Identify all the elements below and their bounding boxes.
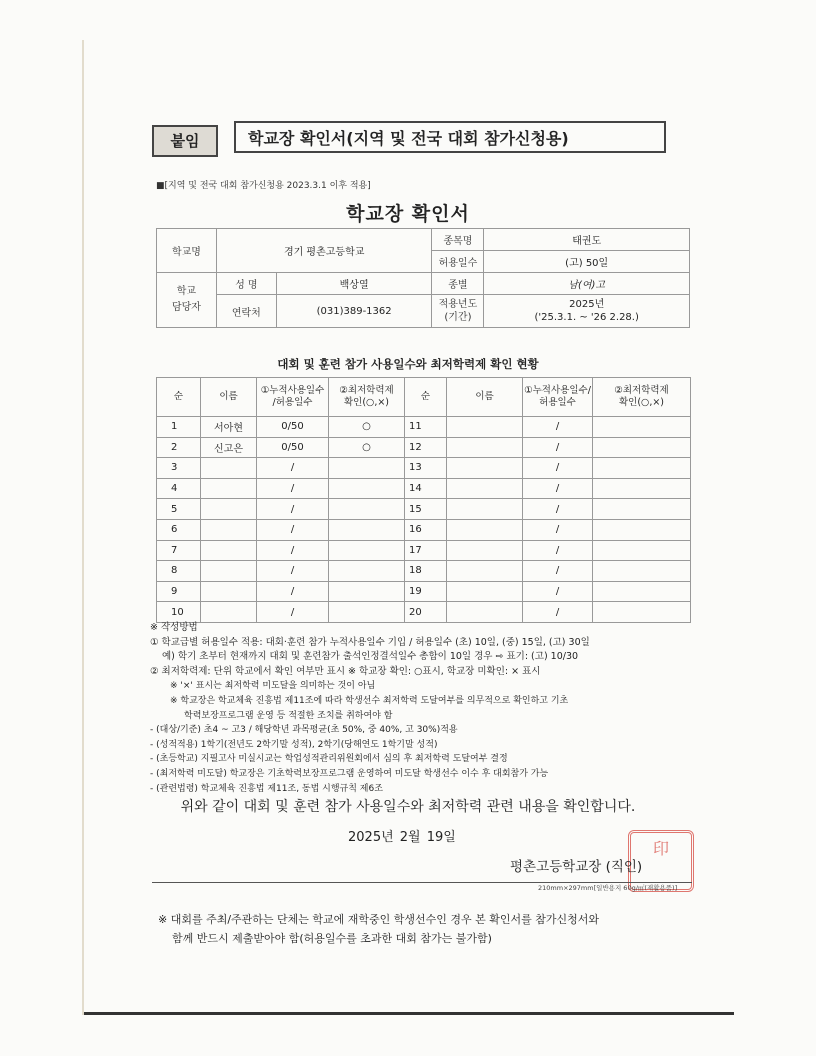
table-row (157, 602, 691, 623)
table-row (157, 561, 691, 582)
row-min-check (329, 519, 405, 540)
row-number: 2 (157, 437, 201, 458)
row-min-check-right (593, 540, 691, 561)
school-label: 학교명 (157, 229, 217, 273)
row-name-right (447, 581, 523, 602)
row-number: 4 (157, 478, 201, 499)
col-name: 이름 (201, 378, 257, 417)
row-number-right: 18 (405, 561, 447, 582)
row-name (201, 581, 257, 602)
method-line: 예) 학기 초부터 현재까지 대회 및 훈련참가 출석인정결석일수 총합이 10일 경우 ⇨ 표기: (고) 10/30 (162, 651, 579, 663)
year-period-value (484, 295, 690, 328)
row-min-check (329, 561, 405, 582)
row-min-check-right (593, 581, 691, 602)
row-number: 5 (157, 499, 201, 520)
footnote-line: 함께 반드시 제출받아야 함(허용일수를 초과한 대회 참가는 불가함) (172, 932, 492, 945)
row-days: 0/50 (257, 437, 329, 458)
col-cumulative-right-line2: 허용일수 (539, 397, 576, 408)
row-name (201, 602, 257, 623)
row-number-right: 19 (405, 581, 447, 602)
row-number-right: 20 (405, 602, 447, 623)
status-rows (157, 417, 691, 623)
row-number: 8 (157, 561, 201, 582)
col-cumulative-line1: ①누적사용일수 (260, 385, 325, 396)
seal-glyph: 印 (652, 839, 669, 858)
row-min-check-right (593, 437, 691, 458)
year-label: 적용년도 (438, 299, 478, 310)
col-cumulative-right (523, 378, 593, 417)
row-number: 10 (157, 602, 201, 623)
school-name: 경기 평촌고등학교 (216, 229, 432, 273)
header-title: 학교장 확인서(지역 및 전국 대회 참가신청용) (234, 121, 666, 153)
manager-name: 백상열 (276, 273, 432, 295)
paper-bottom-edge (84, 1012, 734, 1015)
row-name-right (447, 602, 523, 623)
row-days-right: / (523, 581, 593, 602)
method-line: - (초등학교) 지필고사 미실시교는 학업성적관리위원회에서 심의 후 최저학력 도달여부 결정 (150, 754, 508, 765)
row-name (201, 561, 257, 582)
table-row (157, 581, 691, 602)
days-label: 허용일수 (432, 251, 484, 273)
row-min-check-right (593, 561, 691, 582)
row-days: / (257, 561, 329, 582)
row-days: / (257, 519, 329, 540)
method-line: 학력보장프로그램 운영 등 적절한 조치를 취하여야 함 (184, 710, 393, 721)
row-name-right (447, 519, 523, 540)
row-min-check-right (593, 458, 691, 479)
table-row (157, 540, 691, 561)
row-days-right: / (523, 602, 593, 623)
col-cumulative (257, 378, 329, 417)
col-cumulative-right-line1: ①누적사용일수/ (524, 385, 591, 396)
row-days: / (257, 540, 329, 561)
row-min-check (329, 540, 405, 561)
row-days: / (257, 499, 329, 520)
days-value: (고) 50일 (484, 251, 690, 273)
row-number-right: 15 (405, 499, 447, 520)
row-min-check: ○ (329, 417, 405, 438)
attachment-badge: 붙임 (152, 125, 218, 157)
row-name-right (447, 540, 523, 561)
period-value: ('25.3.1. ~ '26 2.28.) (534, 312, 639, 323)
row-min-check (329, 499, 405, 520)
manager-label: 학교 담당자 (157, 273, 217, 328)
row-min-check-right (593, 499, 691, 520)
method-line: - (최저학력 미도달) 학교장은 기초학력보장프로그램 운영하여 미도달 학생선수 이수 후 대회참가 가능 (150, 768, 549, 779)
col-no-right: 순 (405, 378, 447, 417)
col-no: 순 (157, 378, 201, 417)
method-heading: ※ 작성방법 (150, 622, 198, 633)
row-min-check (329, 458, 405, 479)
row-name: 서아현 (201, 417, 257, 438)
col-min-check-right (593, 378, 691, 417)
issue-date: 2025년 2월 19일 (348, 830, 456, 845)
contact-value: (031)389-1362 (276, 295, 432, 328)
method-line: ※ '×' 표시는 최저학력 미도달을 의미하는 것이 아님 (170, 681, 376, 692)
row-name (201, 458, 257, 479)
col-min-line1: ②최저학력제 (339, 385, 394, 396)
row-min-check-right (593, 478, 691, 499)
row-name-right (447, 499, 523, 520)
row-name-right (447, 478, 523, 499)
row-days-right: / (523, 437, 593, 458)
method-line: - (관련법령) 학교체육 진흥법 제11조, 동법 시행규칙 제6조 (150, 783, 383, 794)
table-row (157, 478, 691, 499)
row-number-right: 14 (405, 478, 447, 499)
row-days-right: / (523, 499, 593, 520)
row-days: / (257, 458, 329, 479)
table-row (157, 458, 691, 479)
row-name: 신고은 (201, 437, 257, 458)
row-days-right: / (523, 519, 593, 540)
table-row (157, 437, 691, 458)
footnote (158, 910, 718, 948)
col-min-right-line2: 확인(○,×) (618, 397, 665, 408)
row-days: / (257, 581, 329, 602)
footnote-line: ※ 대회를 주최/주관하는 단체는 학교에 재학중인 학생선수인 경우 본 확인서를 참가신청서와 (158, 913, 600, 926)
col-cumulative-line2: /허용일수 (272, 397, 313, 408)
row-min-check: ○ (329, 437, 405, 458)
name-label: 성 명 (216, 273, 276, 295)
row-min-check-right (593, 519, 691, 540)
row-days: 0/50 (257, 417, 329, 438)
gender-value: 남(여)고 (484, 273, 690, 295)
row-days-right: / (523, 417, 593, 438)
status-table (156, 377, 691, 623)
col-min-right-line1: ②최저학력제 (614, 385, 669, 396)
row-days: / (257, 478, 329, 499)
method-line: ※ 학교장은 학교체육 진흥법 제11조에 따라 학생선수 최저학력 도달여부를 의무적으로 확인하고 기초 (170, 695, 569, 706)
gender-label: 종별 (432, 273, 484, 295)
row-number: 9 (157, 581, 201, 602)
row-min-check-right (593, 602, 691, 623)
row-number-right: 17 (405, 540, 447, 561)
method-line: ② 최저학력제: 단위 학교에서 확인 여부만 표시 ※ 학교장 확인: ○표시, 학교장 미확인: × 표시 (150, 665, 541, 677)
info-table (156, 228, 690, 328)
paper-spec: 210mm×297mm[일반용지 60g/㎡(재활용품)] (538, 884, 678, 892)
method-line: - (성적적용) 1학기(전년도 2학기말 성적), 2학기(당해연도 1학기말 성적) (150, 739, 438, 750)
col-name-right: 이름 (447, 378, 523, 417)
method-line: - (대상/기준) 초4 ~ 고3 / 해당학년 과목평균(초 50%, 중 40%, 고 30%)적용 (150, 725, 458, 736)
row-number: 3 (157, 458, 201, 479)
row-number-right: 13 (405, 458, 447, 479)
year-value: 2025년 (569, 299, 605, 310)
row-name (201, 540, 257, 561)
row-days-right: / (523, 561, 593, 582)
row-number-right: 11 (405, 417, 447, 438)
row-number: 1 (157, 417, 201, 438)
method-line: ① 학교급별 허용일수 적용: 대회·훈련 참가 누적사용일수 기입 / 허용일수 (초) 10일, (중) 15일, (고) 30일 (150, 636, 590, 648)
row-min-check-right (593, 417, 691, 438)
row-name-right (447, 458, 523, 479)
row-name-right (447, 437, 523, 458)
row-days: / (257, 602, 329, 623)
row-min-check (329, 602, 405, 623)
row-days-right: / (523, 458, 593, 479)
status-title: 대회 및 훈련 참가 사용일수와 최저학력제 확인 현황 (277, 357, 539, 371)
row-name (201, 478, 257, 499)
col-min-line2: 확인(○,×) (343, 397, 390, 408)
contact-label: 연락처 (216, 295, 276, 328)
row-days-right: / (523, 540, 593, 561)
page-title: 학교장 확인서 (346, 203, 470, 225)
event-label: 종목명 (432, 229, 484, 251)
table-row (157, 519, 691, 540)
row-number-right: 16 (405, 519, 447, 540)
row-number-right: 12 (405, 437, 447, 458)
writing-method (150, 621, 710, 796)
row-name-right (447, 417, 523, 438)
paper-edge (82, 40, 84, 1015)
row-name (201, 519, 257, 540)
period-label: (기간) (444, 312, 472, 323)
row-days-right: / (523, 478, 593, 499)
row-name (201, 499, 257, 520)
event-value: 태권도 (484, 229, 690, 251)
row-name-right (447, 561, 523, 582)
table-row (157, 499, 691, 520)
year-period-label (432, 295, 484, 328)
applies-note: ■[지역 및 전국 대회 참가신청용 2023.3.1 이후 적용] (156, 181, 371, 191)
col-min-check (329, 378, 405, 417)
header (152, 121, 672, 157)
signer: 평촌고등학교장 (직인) (510, 859, 643, 875)
table-row (157, 417, 691, 438)
row-number: 7 (157, 540, 201, 561)
confirm-statement: 위와 같이 대회 및 훈련 참가 사용일수와 최저학력 관련 내용을 확인합니다. (180, 799, 636, 815)
row-min-check (329, 478, 405, 499)
row-min-check (329, 581, 405, 602)
row-number: 6 (157, 519, 201, 540)
